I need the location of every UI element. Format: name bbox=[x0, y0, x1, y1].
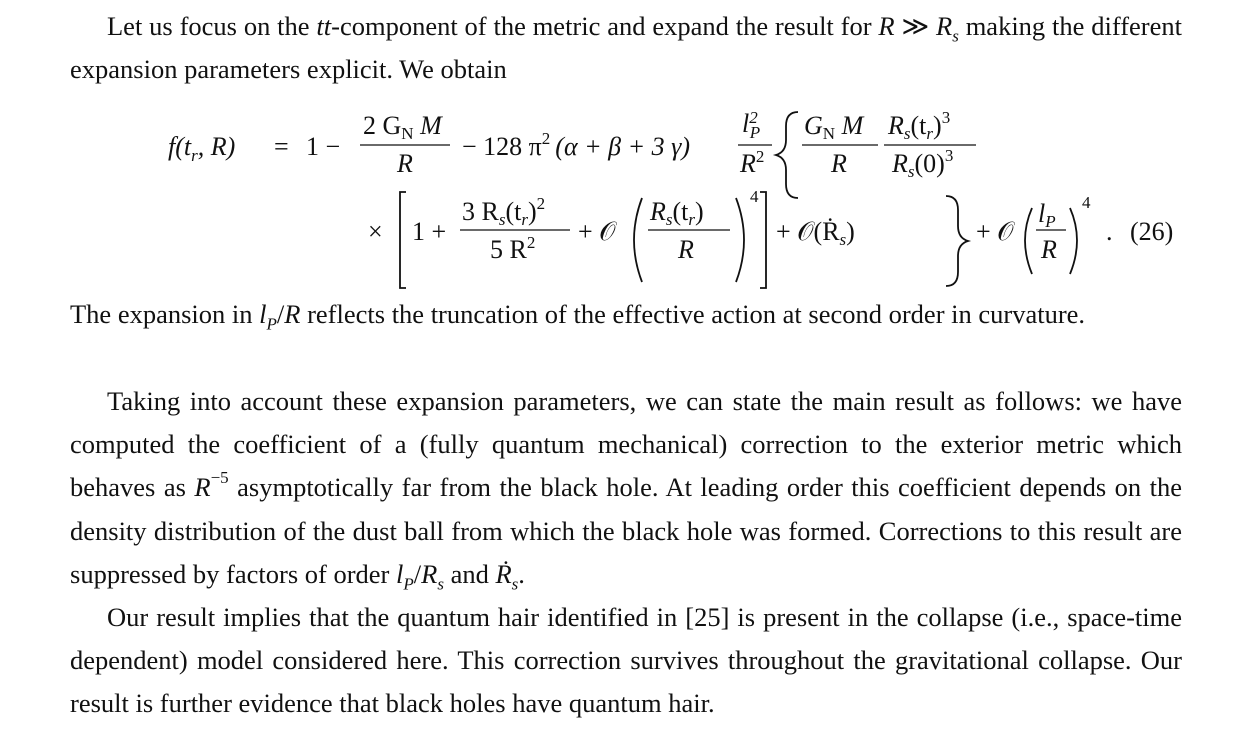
eq-pow4: 4 bbox=[750, 187, 759, 206]
math-Rdot: Ṙ bbox=[495, 558, 512, 589]
eq-frac7-den: R bbox=[1041, 235, 1057, 264]
eq-frac7-num: lP bbox=[1038, 199, 1056, 231]
eq-frac3-den: R bbox=[831, 149, 847, 178]
math-slash: / bbox=[276, 299, 285, 329]
eq-right-paren-6 bbox=[736, 198, 744, 282]
equation-number: (26) bbox=[1130, 217, 1174, 246]
eq-right-paren-7 bbox=[1070, 208, 1077, 274]
paragraph-conclusion bbox=[70, 596, 1182, 726]
eq-frac6-num: Rs(tr) bbox=[650, 197, 704, 229]
eq-left-paren-6 bbox=[634, 198, 642, 282]
eq-one-plus: 1 + bbox=[412, 217, 447, 246]
text: -component of the metric and expand the result for bbox=[331, 11, 879, 41]
math-tt: tt bbox=[316, 11, 332, 41]
eq-period: . bbox=[1106, 217, 1113, 246]
eq-frac2-den: $R^2$ bbox=[740, 147, 765, 178]
eq-lhs: $f(t_r$, R) bbox=[168, 132, 236, 165]
eq-right-bracket bbox=[760, 192, 766, 288]
eq-frac2-num: $l^2$ P bbox=[742, 108, 761, 142]
eq-one-minus: 1 − bbox=[306, 132, 341, 161]
eq-frac5-num: 3 Rs(tr)$^2$ bbox=[462, 194, 546, 229]
eq-times: × bbox=[368, 217, 383, 246]
eq-left-bracket bbox=[400, 192, 406, 288]
math-op: ≫ bbox=[894, 11, 937, 41]
eq-frac3-num: GN M bbox=[804, 111, 864, 143]
paragraph-intro bbox=[70, 5, 1182, 91]
text: . bbox=[518, 558, 525, 589]
math-R: R bbox=[421, 558, 438, 589]
math-sub: s bbox=[952, 26, 959, 46]
eq-plus-O-Rdot: + 𝒪(Ṙs) bbox=[776, 217, 855, 249]
math-Rs: R bbox=[936, 11, 953, 41]
eq-plus-O2: + 𝒪 bbox=[976, 217, 1014, 246]
math-R: R bbox=[878, 11, 895, 41]
text: reflects the truncation of the effective action at second order in curvature. bbox=[300, 299, 1086, 329]
math-R: R bbox=[194, 472, 211, 503]
eq-frac6-den: R bbox=[678, 235, 694, 264]
eq-term2: − 128 $\pi^2$ (α + β + 3 γ) bbox=[462, 129, 691, 161]
text: making the different expansion parameters explicit. We obtain bbox=[70, 11, 1182, 85]
text: The expansion in bbox=[70, 299, 260, 329]
eq-frac1-den: R bbox=[397, 149, 413, 178]
equation-svg bbox=[70, 100, 1182, 280]
math-slash: / bbox=[413, 558, 422, 589]
math-sub: P bbox=[403, 574, 414, 594]
math-sup: −5 bbox=[210, 467, 229, 487]
paragraph-main-result bbox=[70, 380, 1182, 596]
eq-equals: = bbox=[274, 132, 289, 161]
math-R: R bbox=[284, 299, 301, 329]
eq-frac4-den: $Rs(0)^3$ bbox=[892, 146, 954, 181]
eq-frac1-num: 2 GN M bbox=[363, 111, 442, 143]
eq-left-paren-7 bbox=[1025, 208, 1032, 274]
math-l: l bbox=[396, 558, 404, 589]
paragraph-expansion bbox=[70, 293, 1182, 336]
text: and bbox=[443, 558, 496, 589]
eq-frac5-den: 5 $R^2$ bbox=[490, 233, 536, 264]
math-sub: P bbox=[266, 314, 277, 334]
text: Our result implies that the quantum hair identified in [25] is present in the collapse (i.e., space-time dependent) model considered here. This correction survives throughout the gravitational collapse. Our result is further evidence that black holes have quantum hair. bbox=[70, 602, 1182, 719]
equation-26 bbox=[70, 100, 1182, 280]
eq-frac4-num: Rs(tr)$^3$ bbox=[888, 108, 951, 143]
eq-pow4b: 4 bbox=[1082, 193, 1091, 212]
text: Let us focus on the bbox=[107, 11, 317, 41]
eq-plus-O: + 𝒪 bbox=[578, 217, 616, 246]
eq-left-brace bbox=[776, 112, 798, 198]
text: Taking into account these expansion parameters, we can state the main result as follows: we have computed the coefficient of a (fully quantum mechanical) correction to the exterior metric which behaves as bbox=[70, 386, 1182, 503]
eq-right-brace bbox=[946, 196, 968, 286]
math-l: l bbox=[259, 299, 267, 329]
math-sub: s bbox=[437, 574, 444, 594]
math-sub: s bbox=[511, 574, 519, 594]
text: asymptotically far from the black hole. At leading order this coefficient depends on the density distribution of the dust ball from which the black hole was formed. Corrections to this result are suppressed by factors of order bbox=[70, 472, 1182, 589]
